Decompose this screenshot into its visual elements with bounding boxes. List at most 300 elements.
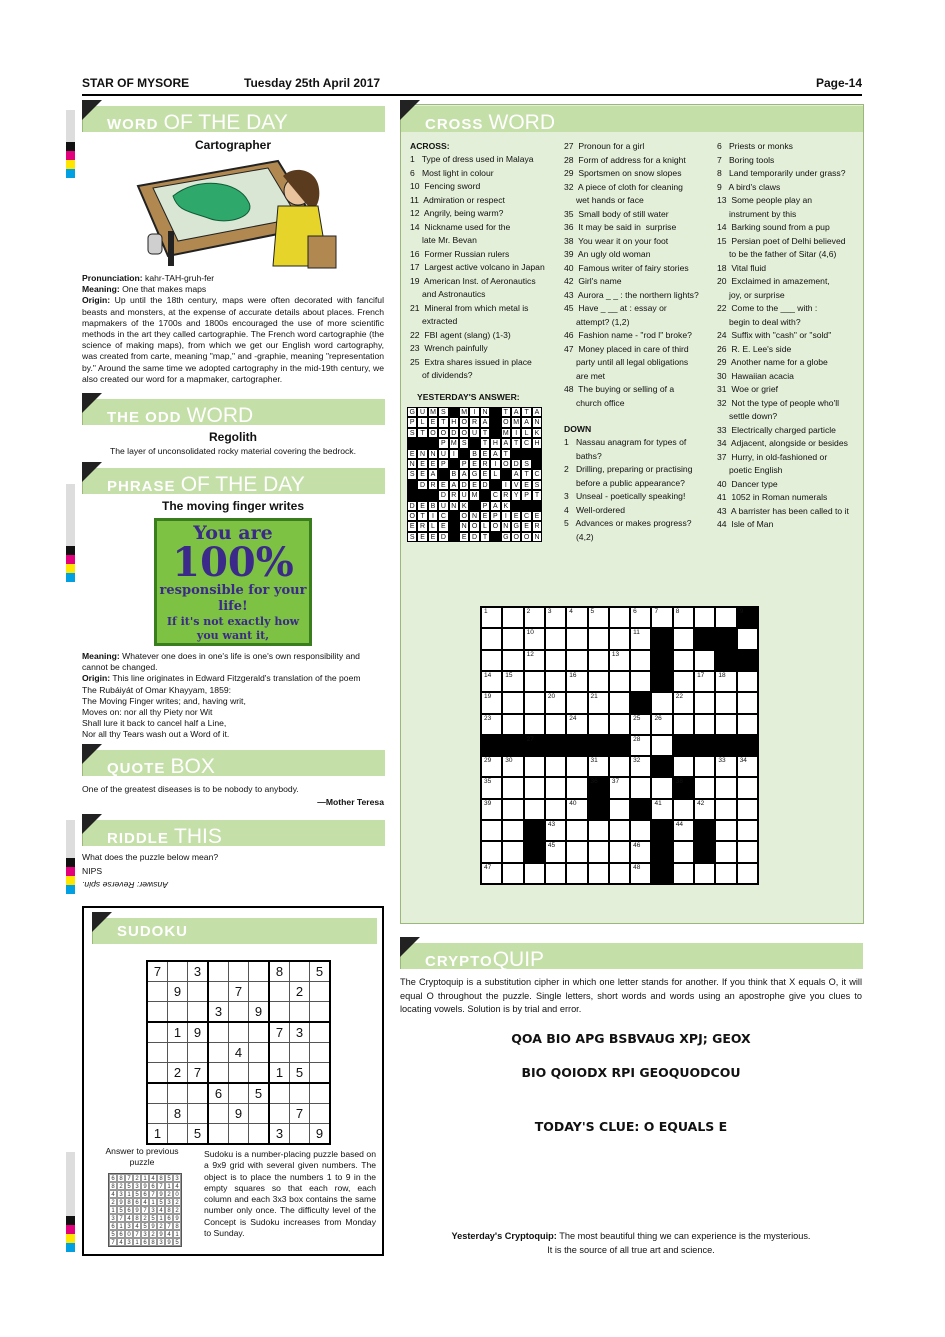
yesterday-cell: S	[459, 438, 469, 448]
crossword-cell[interactable]	[545, 607, 566, 628]
sudoku-cell[interactable]	[147, 1063, 168, 1084]
crossword-cell[interactable]	[588, 650, 609, 671]
crossword-cell[interactable]	[481, 799, 502, 820]
sudoku-cell[interactable]	[290, 961, 310, 982]
crossword-cell	[630, 692, 651, 713]
clue-number: 29	[484, 757, 492, 765]
crossword-cell[interactable]	[715, 777, 736, 798]
crossword-cell[interactable]	[673, 692, 694, 713]
crossword-cell[interactable]	[715, 692, 736, 713]
crossword-cell[interactable]	[630, 863, 651, 884]
sudoku-cell[interactable]	[290, 1002, 310, 1023]
sudoku-cell[interactable]: 5	[249, 1083, 270, 1104]
sudoku-cell[interactable]	[168, 1043, 188, 1063]
banner-text-light: WORD	[186, 404, 254, 427]
crossword-cell[interactable]	[545, 841, 566, 862]
banner-text-light: BOX	[170, 755, 215, 778]
crossword-cell[interactable]	[737, 777, 758, 798]
crossword-cell[interactable]	[502, 628, 523, 649]
sudoku-cell[interactable]: 9	[229, 1104, 249, 1124]
crossword-cell[interactable]	[673, 650, 694, 671]
crossword-cell[interactable]	[566, 650, 587, 671]
sudoku-cell[interactable]: 7	[188, 1063, 209, 1084]
crossword-cell[interactable]	[609, 607, 630, 628]
sudoku-cell[interactable]	[269, 1002, 290, 1023]
crossword-cell[interactable]	[545, 820, 566, 841]
sudoku-cell[interactable]: 7	[290, 1104, 310, 1124]
crossword-cell[interactable]	[588, 692, 609, 713]
registration-marks	[66, 1152, 75, 1252]
crossword-cell[interactable]	[566, 863, 587, 884]
sudoku-cell[interactable]	[168, 1124, 188, 1145]
yesterday-cell: L	[490, 469, 500, 479]
sudoku-cell[interactable]	[229, 1124, 249, 1145]
prev-sudoku-cell: 5	[165, 1174, 173, 1182]
crossword-cell[interactable]	[651, 799, 672, 820]
sudoku-cell[interactable]	[208, 1124, 229, 1145]
crossword-cell[interactable]	[481, 714, 502, 735]
crossword-cell[interactable]	[524, 671, 545, 692]
crossword-cell[interactable]	[609, 820, 630, 841]
sudoku-cell[interactable]	[269, 982, 290, 1002]
crossword-cell[interactable]	[502, 777, 523, 798]
crossword-cell[interactable]	[545, 756, 566, 777]
crossword-cell[interactable]	[545, 777, 566, 798]
crossword-cell[interactable]	[694, 650, 715, 671]
sudoku-cell[interactable]	[147, 982, 168, 1002]
sudoku-cell[interactable]: 3	[208, 1002, 229, 1023]
sudoku-cell[interactable]	[208, 982, 229, 1002]
sudoku-cell[interactable]	[249, 982, 270, 1002]
yesterday-cell	[428, 490, 438, 500]
sudoku-cell[interactable]: 6	[208, 1083, 229, 1104]
yesterday-cell: E	[438, 521, 448, 531]
sudoku-cell[interactable]	[269, 1104, 290, 1124]
sudoku-cell[interactable]	[168, 1002, 188, 1023]
crossword-cell[interactable]	[588, 607, 609, 628]
clue-line: before a public appearance?	[564, 477, 685, 488]
clue-line: baths?	[564, 450, 602, 461]
word-of-day-body	[82, 273, 384, 385]
crossword-cell[interactable]	[588, 863, 609, 884]
sudoku-cell[interactable]	[269, 1043, 290, 1063]
yesterday-cell: P	[480, 501, 490, 511]
page-header	[82, 76, 862, 92]
sudoku-cell[interactable]	[229, 961, 249, 982]
sudoku-cell[interactable]	[229, 1002, 249, 1023]
sudoku-cell[interactable]	[290, 1043, 310, 1063]
crossword-cell[interactable]	[545, 628, 566, 649]
clue-line: 29 Another name for a globe	[717, 357, 828, 367]
crossword-cell	[524, 735, 545, 756]
crossword-cell[interactable]	[524, 628, 545, 649]
sudoku-cell[interactable]	[147, 1104, 168, 1124]
crossword-cell[interactable]	[673, 841, 694, 862]
sudoku-cell[interactable]	[229, 1063, 249, 1084]
crossword-cell[interactable]	[651, 607, 672, 628]
crossword-cell[interactable]	[545, 671, 566, 692]
crossword-cell[interactable]	[566, 607, 587, 628]
sudoku-cell[interactable]	[249, 1022, 270, 1043]
crossword-cell[interactable]	[502, 799, 523, 820]
sudoku-cell[interactable]	[168, 961, 188, 982]
crossword-cell[interactable]	[524, 863, 545, 884]
crossword-cell[interactable]	[502, 650, 523, 671]
yesterday-cell: I	[501, 511, 511, 521]
crossword-cell[interactable]	[673, 799, 694, 820]
crossword-cell[interactable]	[588, 756, 609, 777]
crossword-cell[interactable]	[694, 799, 715, 820]
sudoku-cell[interactable]: 9	[168, 982, 188, 1002]
crossword-cell[interactable]	[481, 650, 502, 671]
crossword-cell[interactable]	[545, 863, 566, 884]
sudoku-cell[interactable]	[188, 1002, 209, 1023]
crossword-cell[interactable]	[566, 628, 587, 649]
crossword-cell[interactable]	[588, 671, 609, 692]
sudoku-cell[interactable]	[147, 1002, 168, 1023]
down-title: DOWN	[564, 424, 592, 434]
sudoku-cell[interactable]	[310, 982, 331, 1002]
yesterday-cell	[449, 532, 459, 542]
crossword-cell[interactable]	[588, 628, 609, 649]
crossword-cell[interactable]	[588, 714, 609, 735]
sudoku-cell[interactable]	[290, 1083, 310, 1104]
crossword-cell[interactable]	[609, 671, 630, 692]
yesterday-cell: O	[521, 532, 531, 542]
crossword-cell[interactable]	[566, 777, 587, 798]
yesterday-cell: R	[428, 480, 438, 490]
clue-line: 43 Aurora _ _ : the northern lights?	[564, 289, 699, 300]
sudoku-cell[interactable]	[249, 961, 270, 982]
crossword-cell[interactable]	[588, 820, 609, 841]
crossword-cell[interactable]	[502, 607, 523, 628]
sudoku-cell[interactable]: 4	[229, 1043, 249, 1063]
crossword-cell[interactable]	[737, 799, 758, 820]
sudoku-banner	[92, 918, 377, 944]
crossword-cell[interactable]	[481, 671, 502, 692]
clue-line: 25 Extra shares issued in place	[410, 356, 532, 367]
crossword-cell[interactable]	[545, 799, 566, 820]
yesterday-cell	[407, 480, 417, 490]
crossword-cell[interactable]	[630, 714, 651, 735]
sudoku-cell[interactable]	[208, 1022, 229, 1043]
label: Origin:	[82, 673, 111, 684]
crossword-cell[interactable]	[737, 714, 758, 735]
crossword-cell[interactable]	[609, 799, 630, 820]
crossword-cell[interactable]	[609, 841, 630, 862]
crossword-cell[interactable]	[673, 820, 694, 841]
crossword-cell[interactable]	[694, 671, 715, 692]
yesterday-cell: H	[449, 417, 459, 427]
clue-number: 17	[697, 671, 705, 679]
crossword-cell[interactable]	[609, 692, 630, 713]
crossword-cell[interactable]	[737, 841, 758, 862]
sudoku-cell[interactable]	[310, 1022, 331, 1043]
sudoku-cell[interactable]	[147, 1083, 168, 1104]
crossword-cell[interactable]	[673, 863, 694, 884]
cryptoquip-line2: BIO QOIODX RPI GEOQUODCOU	[521, 1065, 741, 1080]
sudoku-cell[interactable]: 2	[290, 982, 310, 1002]
crossword-cell[interactable]	[630, 607, 651, 628]
crossword-cell[interactable]	[673, 628, 694, 649]
crossword-cell[interactable]	[609, 777, 630, 798]
clue-line: extracted	[410, 316, 458, 326]
sudoku-cell[interactable]: 3	[290, 1022, 310, 1043]
sudoku-cell[interactable]	[229, 1083, 249, 1104]
crossword-cell[interactable]	[715, 671, 736, 692]
crossword-cell[interactable]	[715, 863, 736, 884]
crossword-cell[interactable]	[651, 714, 672, 735]
sudoku-cell[interactable]	[310, 1083, 331, 1104]
clue-number: 38	[675, 778, 683, 786]
clue-line: 42 Girl's name	[564, 276, 622, 286]
sudoku-cell[interactable]	[310, 1043, 331, 1063]
crossword-cell	[609, 735, 630, 756]
crossword-cell[interactable]	[630, 841, 651, 862]
crossword-cell[interactable]	[481, 863, 502, 884]
sudoku-cell[interactable]	[310, 1002, 331, 1023]
yesterday-cell	[459, 449, 469, 459]
crossword-cell[interactable]	[566, 671, 587, 692]
crossword-cell[interactable]	[609, 628, 630, 649]
sudoku-cell[interactable]: 8	[168, 1104, 188, 1124]
crossword-cell[interactable]	[630, 756, 651, 777]
crossword-cell[interactable]	[737, 692, 758, 713]
crossword-cell[interactable]	[694, 756, 715, 777]
crossword-cell[interactable]	[673, 607, 694, 628]
prev-sudoku-cell: 7	[157, 1182, 165, 1190]
crossword-cell[interactable]	[715, 799, 736, 820]
sudoku-cell[interactable]	[147, 1022, 168, 1043]
yesterday-cell: H	[532, 438, 542, 448]
across-clues-col2	[564, 140, 699, 410]
yesterday-cell: O	[459, 511, 469, 521]
crossword-cell[interactable]	[481, 777, 502, 798]
crossword-cell[interactable]	[524, 756, 545, 777]
crossword-cell[interactable]	[694, 692, 715, 713]
yesterday-cell: B	[469, 449, 479, 459]
crossword-cell	[694, 628, 715, 649]
sudoku-cell[interactable]	[188, 1043, 209, 1063]
crossword-cell[interactable]	[630, 650, 651, 671]
sudoku-cell[interactable]	[290, 1124, 310, 1145]
yesterday-cell: I	[428, 511, 438, 521]
sudoku-cell[interactable]: 7	[229, 982, 249, 1002]
yesterday-cell: E	[480, 449, 490, 459]
crossword-cell[interactable]	[524, 607, 545, 628]
sudoku-cell[interactable]: 2	[168, 1063, 188, 1084]
crossword-cell[interactable]	[566, 799, 587, 820]
sudoku-cell[interactable]: 9	[249, 1002, 270, 1023]
yesterday-cell	[407, 490, 417, 500]
sudoku-grid	[146, 960, 331, 1145]
clue-number: 10	[526, 629, 534, 637]
yesterday-cell: T	[511, 438, 521, 448]
sudoku-cell[interactable]	[208, 1043, 229, 1063]
clue-line: begin to deal with?	[717, 316, 801, 327]
prev-sudoku-cell: 6	[141, 1190, 149, 1198]
sudoku-cell[interactable]	[188, 1104, 209, 1124]
sudoku-cell[interactable]: 3	[188, 961, 209, 982]
yesterday-cell: T	[521, 407, 531, 417]
yesterday-cell: L	[417, 417, 427, 427]
crossword-cell[interactable]	[630, 628, 651, 649]
clue-line: 18 Vital fluid	[717, 262, 767, 273]
crossword-cell[interactable]	[715, 820, 736, 841]
crossword-cell[interactable]	[545, 650, 566, 671]
crossword-cell[interactable]	[651, 735, 672, 756]
crossword-cell[interactable]	[481, 820, 502, 841]
sudoku-cell[interactable]	[208, 1104, 229, 1124]
prev-sudoku-cell: 7	[117, 1214, 125, 1222]
crossword-cell	[524, 820, 545, 841]
crossword-cell[interactable]	[609, 650, 630, 671]
sudoku-cell[interactable]: 3	[269, 1124, 290, 1145]
sudoku-cell[interactable]	[249, 1124, 270, 1145]
yesterday-cell: H	[490, 438, 500, 448]
sudoku-cell[interactable]	[310, 1063, 331, 1084]
crossword-cell[interactable]	[502, 671, 523, 692]
sudoku-cell[interactable]: 5	[310, 961, 331, 982]
crossword-cell[interactable]	[502, 820, 523, 841]
sudoku-cell[interactable]	[269, 1083, 290, 1104]
banner-text-bold: WORD	[107, 116, 159, 133]
sudoku-cell[interactable]	[229, 1022, 249, 1043]
sudoku-cell[interactable]	[208, 961, 229, 982]
yesterday-cell	[438, 469, 448, 479]
clue-line: 27 Pronoun for a girl	[564, 141, 645, 151]
clue-line: 39 An ugly old woman	[564, 249, 651, 259]
crossword-cell[interactable]	[737, 820, 758, 841]
sudoku-cell[interactable]	[208, 1063, 229, 1084]
prev-sudoku-cell: 8	[173, 1222, 181, 1230]
crossword-cell[interactable]	[566, 841, 587, 862]
crossword-cell[interactable]	[694, 777, 715, 798]
crossword-cell[interactable]	[630, 820, 651, 841]
crossword-cell[interactable]	[502, 756, 523, 777]
prev-sudoku-cell: 9	[173, 1214, 181, 1222]
sudoku-cell[interactable]	[249, 1104, 270, 1124]
sudoku-cell[interactable]	[249, 1043, 270, 1063]
crossword-cell[interactable]	[630, 777, 651, 798]
crossword-cell[interactable]	[651, 777, 672, 798]
crossword-cell[interactable]	[545, 714, 566, 735]
crossword-cell[interactable]	[630, 671, 651, 692]
crossword-cell[interactable]	[715, 714, 736, 735]
crossword-cell[interactable]	[737, 756, 758, 777]
sudoku-cell[interactable]	[249, 1063, 270, 1084]
crossword-cell[interactable]	[524, 650, 545, 671]
clue-line: 45 Have _ __ at : essay or	[564, 303, 667, 313]
crossword-cell[interactable]	[673, 756, 694, 777]
crossword-cell[interactable]	[694, 863, 715, 884]
crossword-cell[interactable]	[588, 841, 609, 862]
sudoku-cell[interactable]: 5	[188, 1124, 209, 1145]
sudoku-cell[interactable]	[188, 1083, 209, 1104]
crossword-cell[interactable]	[481, 841, 502, 862]
sudoku-cell[interactable]: 7	[269, 1022, 290, 1043]
sudoku-cell[interactable]	[147, 1043, 168, 1063]
prev-sudoku-cell: 6	[117, 1230, 125, 1238]
crossword-cell[interactable]	[715, 607, 736, 628]
crossword-cell[interactable]	[524, 714, 545, 735]
meaning: One that makes maps	[122, 284, 207, 295]
crossword-cell[interactable]	[502, 692, 523, 713]
crossword-cell[interactable]	[566, 756, 587, 777]
crossword-cell[interactable]	[737, 628, 758, 649]
crossword-cell[interactable]	[524, 799, 545, 820]
prev-sudoku-cell: 2	[173, 1206, 181, 1214]
clue-number: 31	[590, 757, 598, 765]
crossword-cell[interactable]	[609, 714, 630, 735]
sudoku-cell[interactable]: 8	[269, 961, 290, 982]
crossword-cell[interactable]	[481, 756, 502, 777]
crossword-cell[interactable]	[737, 671, 758, 692]
origin: Up until the 18th century, maps were often decorated with fanciful beasts and monsters, at the expense of accurate details about places. French mapmakers of the 1700s and 1800s encouraged the use of more scientific methods in the art they called cartographie. The French word cartographie (the science of making maps), from which we get our English word cartography, was created from carte, meaning "map," and -graphie, meaning "representation by." Around the same time we adopted cartography in the mid-19th century, we also created our word for a mapmaker, cartographer.	[82, 295, 384, 384]
poem-line: Moves on: nor all thy Piety nor Wit	[82, 707, 213, 718]
clue-number: 3	[547, 608, 552, 615]
word-of-day-banner	[82, 106, 385, 132]
crossword-cell[interactable]	[502, 841, 523, 862]
crossword-cell[interactable]	[481, 692, 502, 713]
crossword-cell[interactable]	[715, 756, 736, 777]
crossword-cell[interactable]	[566, 714, 587, 735]
crossword-cell[interactable]	[694, 607, 715, 628]
crossword-cell[interactable]	[737, 863, 758, 884]
prev-sudoku-cell: 2	[109, 1198, 117, 1206]
crossword-cell	[715, 735, 736, 756]
crossword-cell[interactable]	[524, 692, 545, 713]
crossword-cell[interactable]	[566, 692, 587, 713]
clue-number: 46	[633, 842, 641, 850]
sudoku-cell[interactable]: 9	[188, 1022, 209, 1043]
sudoku-cell[interactable]	[188, 982, 209, 1002]
riddle-question: What does the puzzle below mean?	[82, 852, 219, 862]
crossword-cell[interactable]	[609, 863, 630, 884]
crossword-cell[interactable]	[715, 841, 736, 862]
crossword-cell[interactable]	[673, 671, 694, 692]
clue-line: to be the father of Sitar (4,6)	[717, 249, 837, 259]
crossword-cell[interactable]	[630, 735, 651, 756]
sudoku-cell[interactable]: 7	[147, 961, 168, 982]
sudoku-cell[interactable]: 5	[290, 1063, 310, 1084]
sudoku-cell[interactable]: 1	[168, 1022, 188, 1043]
crossword-cell[interactable]	[481, 607, 502, 628]
crossword-cell[interactable]	[481, 628, 502, 649]
sudoku-cell[interactable]	[168, 1083, 188, 1104]
crossword-cell[interactable]	[673, 714, 694, 735]
yesterday-cell: U	[438, 449, 448, 459]
crossword-cell[interactable]	[502, 863, 523, 884]
crossword-cell[interactable]	[566, 820, 587, 841]
clue-line: 8 Land temporarily under grass?	[717, 168, 846, 178]
crossword-cell[interactable]	[545, 692, 566, 713]
crossword-cell	[524, 841, 545, 862]
crossword-cell[interactable]	[651, 692, 672, 713]
crossword-cell[interactable]	[524, 777, 545, 798]
crossword-cell[interactable]	[609, 756, 630, 777]
prev-sudoku-cell: 8	[165, 1206, 173, 1214]
sudoku-cell[interactable]: 1	[147, 1124, 168, 1145]
crossword-cell[interactable]	[694, 714, 715, 735]
clue-number: 36	[590, 778, 598, 786]
sudoku-cell[interactable]	[310, 1104, 331, 1124]
sudoku-cell[interactable]: 9	[310, 1124, 331, 1145]
sudoku-cell[interactable]: 1	[269, 1063, 290, 1084]
sudoku-previous-answer	[108, 1173, 182, 1247]
yesterday-cell: I	[469, 407, 479, 417]
crossword-cell[interactable]	[502, 714, 523, 735]
